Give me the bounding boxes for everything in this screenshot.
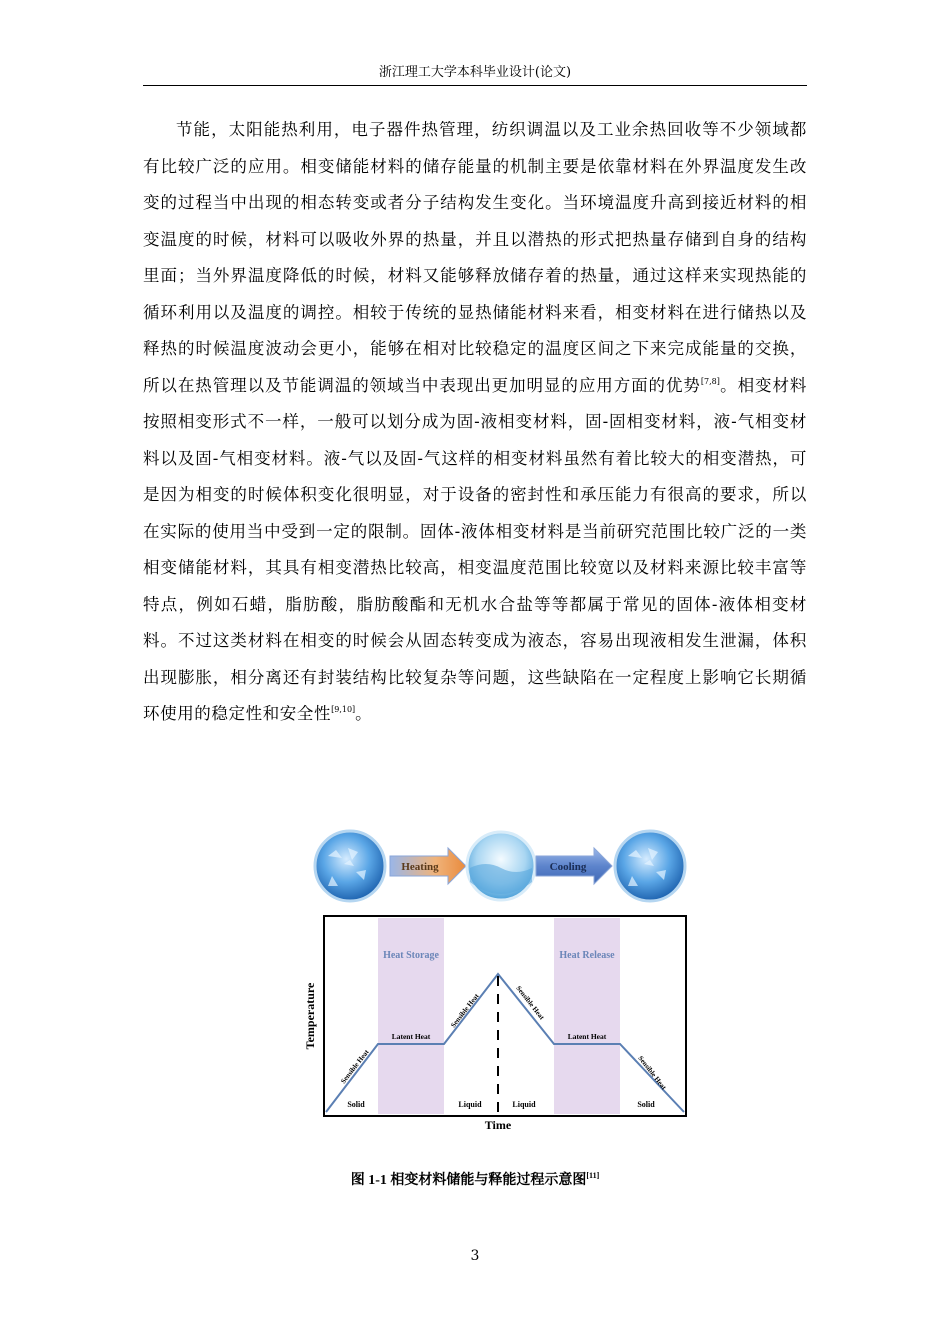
sensible-heat-label-1: Sensible Heat (339, 1048, 371, 1086)
running-header: 浙江理工大学本科毕业设计(论文) (378, 65, 572, 80)
liquid-sphere-icon (467, 832, 535, 900)
citation-7-8: [7,8] (700, 376, 720, 386)
x-axis-label: Time (484, 1118, 512, 1132)
sensible-heat-label-2: Sensible Heat (449, 992, 481, 1030)
cooling-label: Cooling (549, 861, 587, 873)
citation-9-10: [9,10] (331, 705, 356, 714)
paragraph-text-part2: 。相变材料按照相变形式不一样，一般可以划分成为固-液相变材料，固-固相变材料，液-气相变材料以及固-气相变材料。液-气以及固-气这样的相变材料虽然有着比较大的相变潜热，可是因为相变的时候体积变化很明显，对于设备的密封性和承压能力有很高的要求，所以在实际的使用当中受到一定的限制。固体-液体相变材料是当前研究范围比较广泛的一类相变储能材料，其具有相变潜热比较高，相变温度范围比较宽以及材料来源比较丰富等特点，例如石蜡，脂肪酸，脂肪酸酯和无机水合盐等等都属于常见的固体-液体相变材料。不过这类材料在相变的时候会从固态转变成为液态，容易出现液相发生泄漏，体积出现膨胀，相分离还有封装结构比较复杂等问题，这些缺陷在一定程度上影响它长期循环使用的稳定性和安全性 (143, 375, 808, 723)
figure-caption (143, 1172, 807, 1190)
caption-text: 图 1-1 相变材料储能与释能过程示意图 (350, 1173, 587, 1188)
body-paragraph (143, 112, 807, 733)
paragraph-end: 。 (355, 704, 373, 723)
cooling-arrow (536, 848, 612, 884)
figure-phase-change-diagram (298, 826, 698, 1138)
latent-heat-label-2: Latent Heat (567, 1032, 607, 1041)
liquid-label-right: Liquid (512, 1100, 536, 1109)
liquid-label-left: Liquid (458, 1100, 482, 1109)
heat-storage-label: Heat Storage (383, 950, 439, 961)
page-number: 3 (470, 1248, 480, 1264)
heat-release-label: Heat Release (559, 950, 615, 961)
solid-label-right: Solid (637, 1100, 655, 1109)
heating-label: Heating (401, 861, 439, 873)
paragraph-text-part1: 节能，太阳能热利用，电子器件热管理，纺织调温以及工业余热回收等不少领域都有比较广泛的应用。相变储能材料的储存能量的机制主要是依靠材料在外界温度发生改变的过程当中出现的相态转变或者分子结构发生变化。当环境温度升高到接近材料的相变温度的时候，材料可以吸收外界的热量，并且以潜热的形式把热量存储到自身的结构里面；当外界温度降低的时候，材料又能够释放储存着的热量，通过这样来实现热能的循环利用以及温度的调控。相较于传统的显热储能材料来看，相变材料在进行储热以及释热的时候温度波动会更小，能够在相对比较稳定的温度区间之下来完成能量的交换，所以在热管理以及节能调温的领域当中表现出更加明显的应用方面的优势 (143, 120, 807, 395)
heat-release-region (554, 918, 620, 1114)
y-axis-label: Temperature (303, 982, 317, 1050)
sensible-heat-label-4: Sensible Heat (636, 1054, 668, 1092)
paragraph (143, 112, 807, 733)
header-rule (143, 85, 807, 86)
solid-sphere-left-icon (315, 831, 385, 901)
latent-heat-label-1: Latent Heat (391, 1032, 431, 1041)
heating-arrow (390, 848, 466, 884)
caption-citation: [11] (586, 1171, 600, 1180)
solid-label-left: Solid (347, 1100, 365, 1109)
heat-storage-region (378, 918, 444, 1114)
sensible-heat-label-3: Sensible Heat (514, 984, 546, 1022)
solid-sphere-right-icon (615, 831, 685, 901)
